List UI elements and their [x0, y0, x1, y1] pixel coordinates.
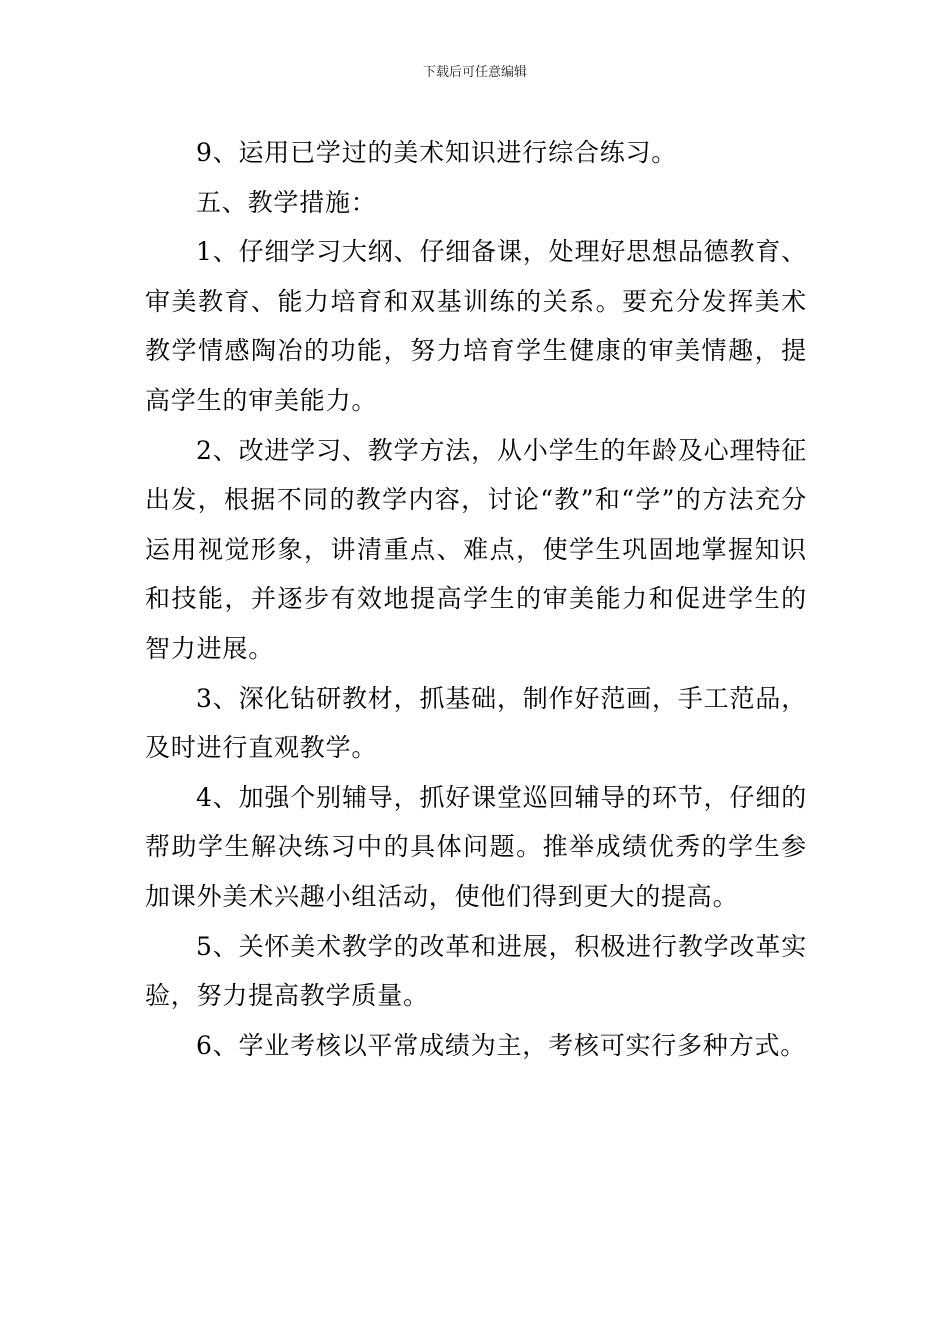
- section-heading-teaching-measures: 五、教学措施：: [196, 187, 377, 217]
- paragraph-item-9: 9、运用已学过的美术知识进行综合练习。: [196, 138, 678, 167]
- document-body: [145, 128, 807, 1070]
- measure-item-1: 1、仔细学习大纲、仔细备课，处理好思想品德教育、审美教育、能力培育和双基训练的关系。要充分发挥美术教学情感陶冶的功能，努力培育学生健康的审美情趣，提高学生的审美能力。: [145, 237, 807, 415]
- measure-item-5: 5、关怀美术教学的改革和进展，积极进行教学改革实验，努力提高教学质量。: [145, 931, 807, 1011]
- measure-item-6: 6、学业考核以平常成绩为主，考核可实行多种方式。: [196, 1030, 807, 1060]
- page-header: 下载后可任意编辑: [422, 65, 527, 80]
- measure-item-2: 2、改进学习、教学方法，从小学生的年龄及心理特征出发，根据不同的教学内容，讨论“教”和“学”的方法充分运用视觉形象，讲清重点、难点，使学生巩固地掌握知识和技能，并逐步有效地提高学生的审美能力和促进学生的智力进展。: [145, 435, 807, 663]
- measure-item-3: 3、深化钻研教材，抓基础，制作好范画，手工范品，及时进行直观教学。: [145, 683, 807, 763]
- measure-item-4: 4、加强个别辅导，抓好课堂巡回辅导的环节，仔细的帮助学生解决练习中的具体问题。推举成绩优秀的学生参加课外美术兴趣小组活动，使他们得到更大的提高。: [145, 782, 807, 911]
